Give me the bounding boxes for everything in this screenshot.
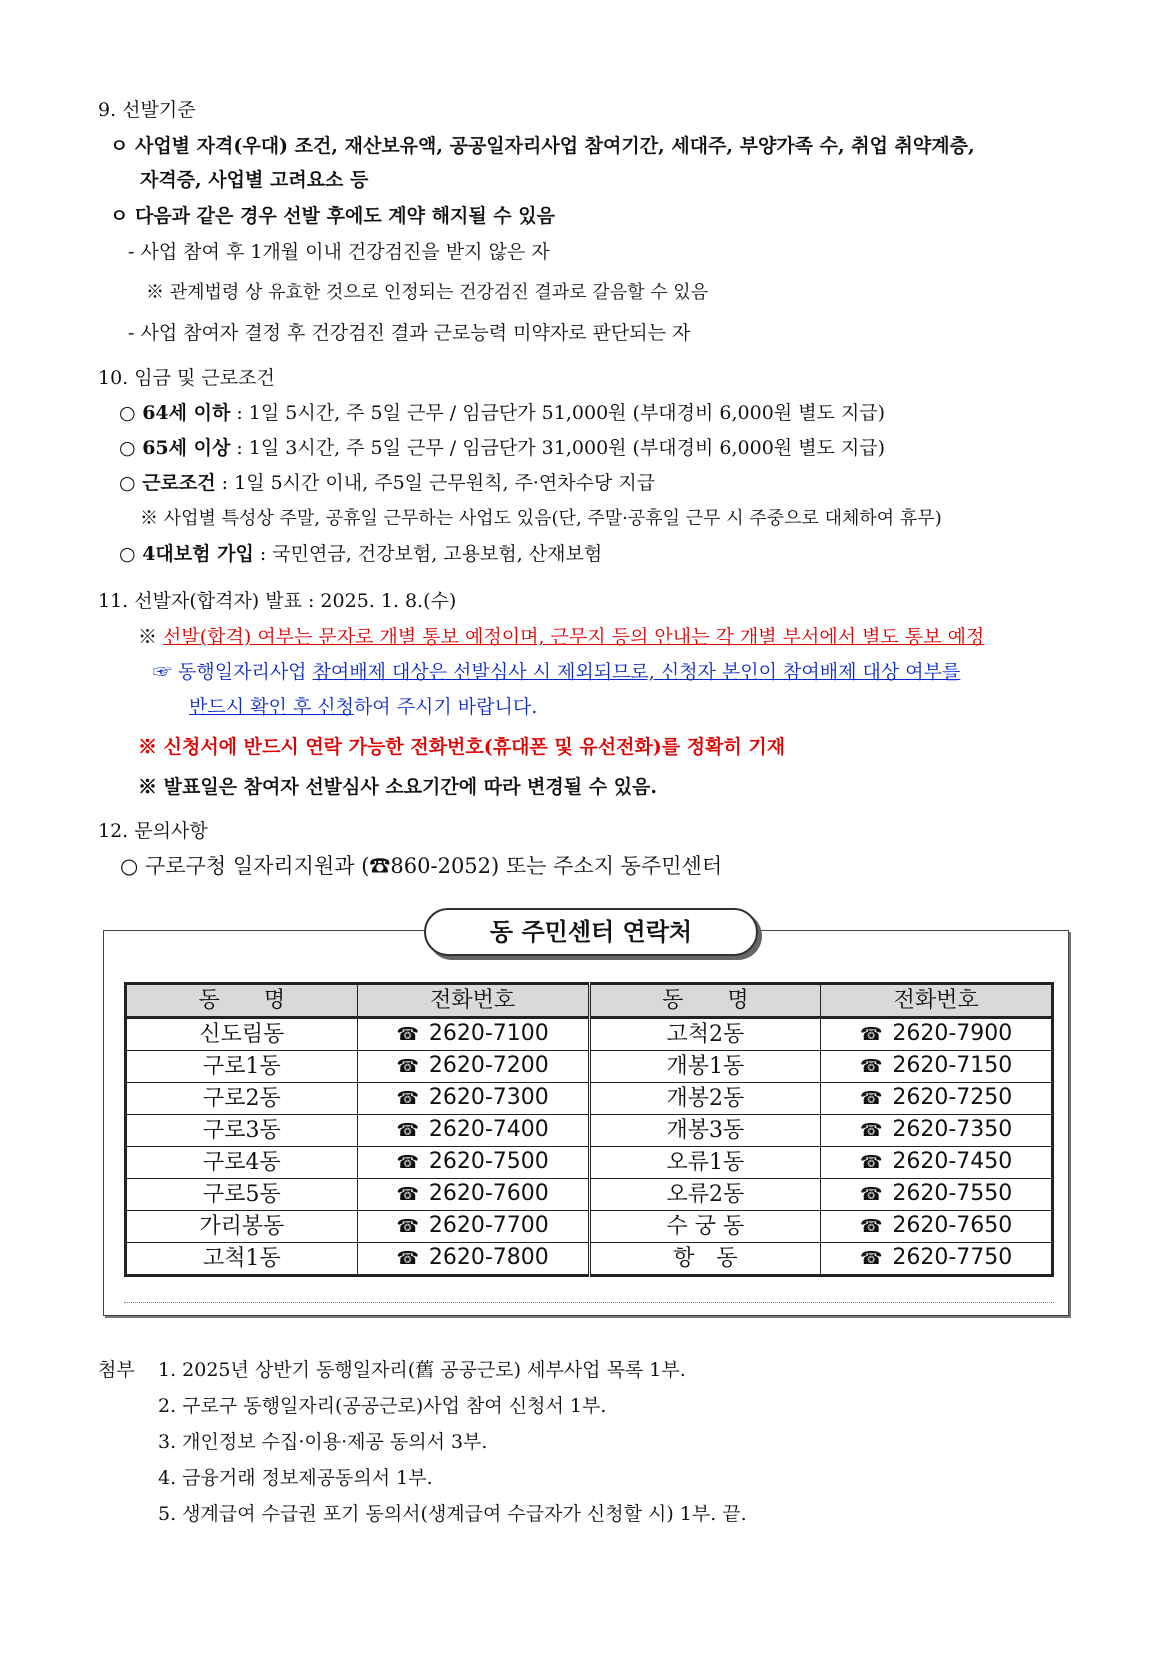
work-conditions-label: ○ 근로조건 (119, 472, 216, 494)
dong-name-cell: 개봉1동 (589, 1051, 821, 1083)
dong-name-cell: 구로5동 (126, 1179, 358, 1211)
phone-icon: ☎ (859, 1216, 883, 1237)
wage-row-over-65-label: ○ 65세 이상 (119, 437, 231, 459)
phone-icon: ☎ (396, 1024, 419, 1045)
dong-name-cell: 구로1동 (126, 1051, 358, 1083)
phone-number: 2620-7750 (892, 1245, 1013, 1270)
wage-row-under-64-label: ○ 64세 이하 (119, 402, 231, 424)
phone-icon: ☎ (859, 1120, 883, 1141)
dotted-divider (124, 1302, 1054, 1303)
section-9-note: ※ 관계법령 상 유효한 것으로 인정되는 건강검진 결과로 갈음할 수 있음 (146, 282, 709, 303)
phone-cell (821, 1243, 1053, 1276)
phone-number: 2620-7700 (428, 1213, 549, 1238)
section-11-title: 11. 선발자(합격자) 발표 : 2025. 1. 8.(수) (98, 590, 457, 612)
phone-icon: ☎ (859, 1248, 883, 1269)
phone-icon: ☎ (396, 1120, 419, 1141)
phone-number: 2620-7350 (892, 1117, 1013, 1142)
section-9-title: 9. 선발기준 (98, 99, 196, 121)
phone-icon: ☎ (396, 1248, 419, 1269)
contacts-body (126, 1018, 1053, 1276)
note-2-mark: ☞ (153, 661, 179, 683)
note-2-text-d: 하여 주시기 바랍니다. (353, 696, 538, 718)
phone-number: 2620-7500 (428, 1149, 549, 1174)
note-1-mark: ※ (138, 626, 164, 648)
attachment-item: 4. 금융거래 정보제공동의서 1부. (158, 1467, 433, 1489)
table-row (126, 1051, 1053, 1083)
attachment-item: 3. 개인정보 수집·이용·제공 동의서 3부. (158, 1431, 488, 1453)
dong-name-cell: 구로3동 (126, 1115, 358, 1147)
dong-name-cell: 신도림동 (126, 1018, 358, 1051)
dong-name-cell: 오류2동 (589, 1179, 821, 1211)
table-row (126, 1147, 1053, 1179)
wage-row-over-65 (119, 436, 885, 460)
dong-name-cell: 고척2동 (589, 1018, 821, 1051)
attachment-item: 5. 생계급여 수급권 포기 동의서(생계급여 수급자가 신청할 시) 1부. 끝. (158, 1503, 747, 1525)
table-row (126, 1018, 1053, 1051)
phone-number: 2620-7600 (428, 1181, 549, 1206)
table-row (126, 1083, 1053, 1115)
phone-icon: ☎ (859, 1024, 883, 1045)
insurance-row (119, 542, 602, 566)
wage-row-over-65-text: : 1일 3시간, 주 5일 근무 / 임금단가 31,000원 (부대경비 6,000원 별도 지급) (230, 437, 886, 459)
phone-cell (821, 1083, 1053, 1115)
phone-number: 2620-7100 (428, 1021, 549, 1046)
wage-row-under-64 (119, 401, 885, 425)
note-2-text-c: 반드시 확인 후 신청 (189, 696, 354, 718)
phone-cell (821, 1179, 1053, 1211)
phone-cell (357, 1179, 589, 1211)
dong-name-cell: 고척1동 (126, 1243, 358, 1276)
phone-cell (821, 1115, 1053, 1147)
insurance-text: : 국민연금, 건강보험, 고용보험, 산재보험 (253, 543, 603, 565)
section-9-dash-2: - 사업 참여자 결정 후 건강검진 결과 근로능력 미약자로 판단되는 자 (128, 322, 691, 344)
phone-number: 2620-7200 (428, 1053, 549, 1078)
contacts-header-row (126, 984, 1053, 1018)
section-12-title: 12. 문의사항 (98, 820, 208, 842)
header-phone-1: 전화번호 (357, 984, 589, 1018)
phone-cell (357, 1051, 589, 1083)
phone-number: 2620-7650 (892, 1213, 1013, 1238)
section-9-dash-1: - 사업 참여 후 1개월 이내 건강검진을 받지 않은 자 (128, 241, 550, 263)
phone-cell (357, 1115, 589, 1147)
attachments-label: 첨부 (98, 1359, 135, 1381)
phone-number: 2620-7150 (892, 1053, 1013, 1078)
phone-number: 2620-7300 (428, 1085, 549, 1110)
attachment-item: 2. 구로구 동행일자리(공공근로)사업 참여 신청서 1부. (158, 1395, 607, 1417)
phone-icon: ☎ (396, 1216, 419, 1237)
section-11-note-1 (138, 625, 984, 649)
header-dong-1: 동 명 (126, 984, 358, 1018)
phone-icon: ☎ (396, 1152, 419, 1173)
phone-icon: ☎ (859, 1184, 883, 1205)
dong-name-cell: 구로4동 (126, 1147, 358, 1179)
table-row (126, 1179, 1053, 1211)
phone-cell (357, 1243, 589, 1276)
phone-cell (821, 1211, 1053, 1243)
phone-cell (357, 1147, 589, 1179)
contact-box-title-wrap (424, 908, 760, 958)
phone-number: 2620-7250 (892, 1085, 1013, 1110)
insurance-label: ○ 4대보험 가입 (119, 543, 254, 565)
section-12-contact-line: ○ 구로구청 일자리지원과 (☎860-2052) 또는 주소지 동주민센터 (120, 854, 723, 878)
section-11-note-3: ※ 신청서에 반드시 연락 가능한 전화번호(휴대폰 및 유선전화)를 정확히 기재 (138, 736, 786, 758)
phone-cell (821, 1018, 1053, 1051)
work-conditions-text: : 1일 5시간 이내, 주5일 근무원칙, 주·연차수당 지급 (215, 472, 656, 494)
dong-name-cell: 개봉3동 (589, 1115, 821, 1147)
section-9-bullet-1-line-2: 자격증, 사업별 고려요소 등 (140, 169, 369, 191)
table-row (126, 1211, 1053, 1243)
dong-name-cell: 구로2동 (126, 1083, 358, 1115)
dong-name-cell: 오류1동 (589, 1147, 821, 1179)
wage-row-under-64-text: : 1일 5시간, 주 5일 근무 / 임금단가 51,000원 (부대경비 6,000원 별도 지급) (230, 402, 886, 424)
attachment-item: 1. 2025년 상반기 동행일자리(舊 공공근로) 세부사업 목록 1부. (158, 1359, 686, 1381)
dong-name-cell: 가리봉동 (126, 1211, 358, 1243)
contacts-table (124, 982, 1054, 1277)
phone-icon: ☎ (859, 1056, 883, 1077)
header-phone-2: 전화번호 (821, 984, 1053, 1018)
note-1-text: 선발(합격) 여부는 문자로 개별 통보 예정이며, 근무지 등의 안내는 각 개별 부서에서 별도 통보 예정 (163, 626, 985, 648)
section-11-note-2-cont (189, 695, 537, 719)
phone-icon: ☎ (396, 1088, 419, 1109)
phone-icon: ☎ (396, 1056, 419, 1077)
dong-name-cell: 개봉2동 (589, 1083, 821, 1115)
note-2-text-b: 참여배제 대상은 선발심사 시 제외되므로, 신청자 본인이 참여배제 대상 여부를 (312, 661, 961, 683)
phone-icon: ☎ (859, 1152, 883, 1173)
phone-cell (357, 1083, 589, 1115)
phone-cell (357, 1018, 589, 1051)
dong-name-cell: 항 동 (589, 1243, 821, 1276)
note-2-text-a: 동행일자리사업 (178, 661, 313, 683)
contact-box-title: 동 주민센터 연락처 (424, 908, 758, 956)
section-11-note-2 (153, 660, 960, 684)
phone-icon: ☎ (396, 1184, 419, 1205)
work-conditions-note: ※ 사업별 특성상 주말, 공휴일 근무하는 사업도 있음(단, 주말·공휴일 근무 시 주중으로 대체하여 휴무) (140, 508, 942, 529)
phone-cell (357, 1211, 589, 1243)
phone-number: 2620-7900 (892, 1021, 1013, 1046)
phone-cell (821, 1051, 1053, 1083)
header-dong-2: 동 명 (589, 984, 821, 1018)
section-11-note-4: ※ 발표일은 참여자 선발심사 소요기간에 따라 변경될 수 있음. (138, 776, 658, 798)
phone-number: 2620-7800 (428, 1245, 549, 1270)
phone-number: 2620-7550 (892, 1181, 1013, 1206)
phone-cell (821, 1147, 1053, 1179)
section-10-title: 10. 임금 및 근로조건 (98, 367, 275, 389)
section-9-bullet-1-line-1: ㅇ 사업별 자격(우대) 조건, 재산보유액, 공공일자리사업 참여기간, 세대주, 부양가족 수, 취업 취약계층, (110, 135, 975, 157)
work-conditions-row (119, 471, 655, 495)
table-row (126, 1243, 1053, 1276)
section-9-bullet-2: ㅇ 다음과 같은 경우 선발 후에도 계약 해지될 수 있음 (110, 205, 555, 227)
phone-icon: ☎ (859, 1088, 883, 1109)
dong-name-cell: 수 궁 동 (589, 1211, 821, 1243)
table-row (126, 1115, 1053, 1147)
phone-number: 2620-7450 (892, 1149, 1013, 1174)
phone-number: 2620-7400 (428, 1117, 549, 1142)
